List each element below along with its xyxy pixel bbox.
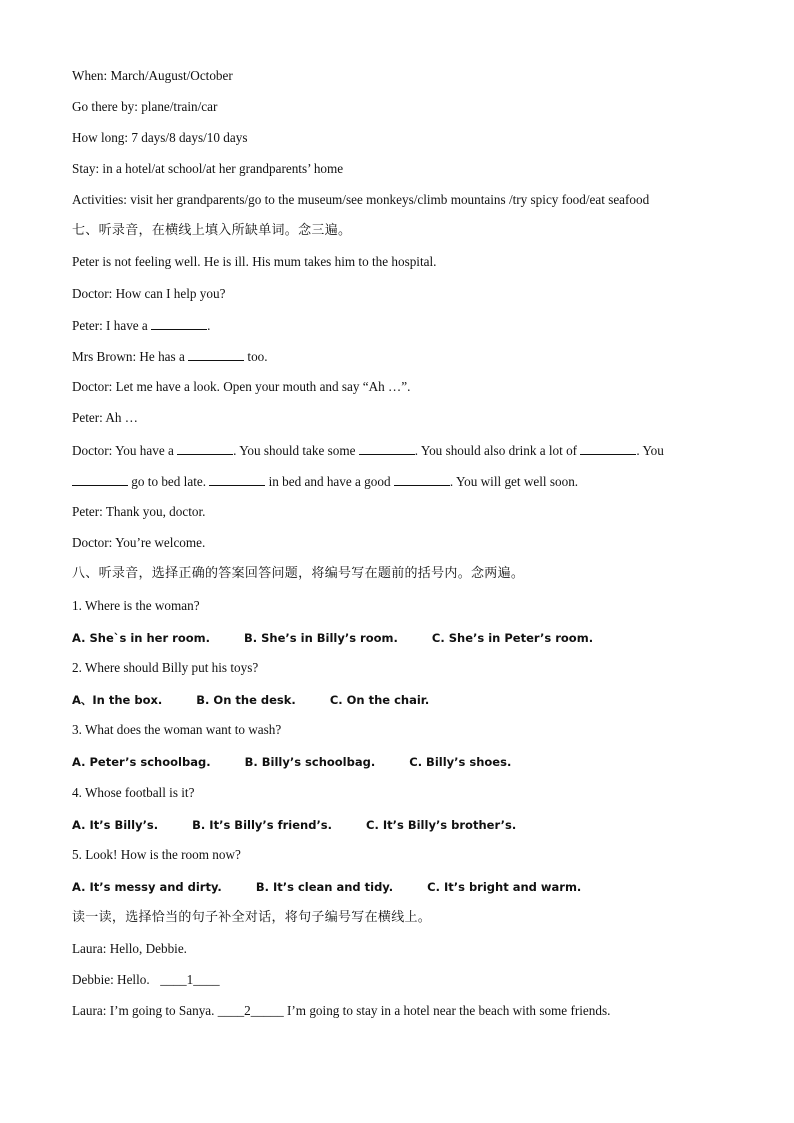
option-c[interactable]: C. She’s in Peter’s room. — [431, 631, 594, 645]
fill-blank[interactable] — [209, 473, 265, 486]
answer-options — [72, 692, 429, 708]
option-b[interactable]: B. It’s clean and tidy. — [255, 880, 394, 894]
dialog-line: Doctor: You’re welcome. — [72, 535, 206, 550]
info-how-long: How long: 7 days/8 days/10 days — [72, 130, 248, 145]
dialog-line: Peter: Thank you, doctor. — [72, 504, 206, 519]
dialog-line — [72, 972, 220, 988]
section7-heading: 七、听录音，在横线上填入所缺单词。念三遍。 — [72, 223, 352, 238]
fill-blank[interactable] — [359, 442, 415, 455]
question: 5. Look! How is the room now? — [72, 847, 241, 862]
section9-heading: 读一读，选择恰当的句子补全对话，将句子编号写在横线上。 — [72, 910, 432, 925]
dialog-line — [72, 473, 578, 490]
section8-heading: 八、听录音，选择正确的答案回答问题，将编号写在题前的括号内。念两遍。 — [72, 566, 525, 581]
fill-blank[interactable] — [394, 473, 450, 486]
info-transport: Go there by: plane/train/car — [72, 99, 218, 114]
fill-blank[interactable] — [188, 348, 244, 361]
dialog-text: . You will get well soon. — [449, 474, 579, 489]
question: 2. Where should Billy put his toys? — [72, 660, 259, 675]
dialog-line: Doctor: How can I help you? — [72, 286, 226, 301]
dialog-text: Peter: I have a — [72, 318, 148, 333]
option-a[interactable]: A、In the box. — [72, 693, 163, 707]
dialog-text: Doctor: You have a — [72, 443, 174, 458]
dialog-text: I’m going to stay in a hotel near the beach with some friends. — [287, 1003, 611, 1018]
answer-options — [72, 817, 516, 833]
option-c[interactable]: C. It’s Billy’s brother’s. — [366, 818, 517, 832]
option-b[interactable]: B. On the desk. — [196, 693, 296, 707]
fill-blank[interactable] — [72, 473, 128, 486]
fill-blank[interactable] — [177, 442, 233, 455]
dialog-text: . You — [636, 443, 664, 458]
option-b[interactable]: B. Billy’s schoolbag. — [244, 755, 376, 769]
dialog-line — [72, 1003, 610, 1019]
question: 3. What does the woman want to wash? — [72, 722, 282, 737]
option-a[interactable]: A. It’s Billy’s. — [72, 818, 159, 832]
section7-intro: Peter is not feeling well. He is ill. His mum takes him to the hospital. — [72, 254, 437, 269]
info-when: When: March/August/October — [72, 68, 233, 83]
dialog-text: Laura: I’m going to Sanya. — [72, 1003, 215, 1018]
dialog-text: go to bed late. — [131, 474, 207, 489]
option-b[interactable]: B. She’s in Billy’s room. — [244, 631, 398, 645]
fill-blank[interactable] — [151, 317, 207, 330]
info-stay: Stay: in a hotel/at school/at her grandparents’ home — [72, 161, 344, 176]
question: 1. Where is the woman? — [72, 598, 200, 613]
dialog-line: Doctor: Let me have a look. Open your mouth and say “Ah …”. — [72, 379, 411, 394]
option-a[interactable]: A. It’s messy and dirty. — [72, 880, 222, 894]
answer-options — [72, 754, 511, 770]
answer-options — [72, 630, 593, 646]
fill-blank[interactable] — [580, 442, 636, 455]
dialog-line: Peter: Ah … — [72, 410, 138, 425]
dialog-text: too. — [247, 349, 268, 364]
dialog-line — [72, 348, 268, 365]
option-a[interactable]: A. She`s in her room. — [72, 631, 210, 645]
info-activities: Activities: visit her grandparents/go to the museum/see monkeys/climb mountains /try spicy food/eat seafood — [72, 192, 650, 207]
option-a[interactable]: A. Peter’s schoolbag. — [72, 755, 211, 769]
dialog-text: Debbie: Hello. — [72, 972, 150, 987]
dialog-line: Laura: Hello, Debbie. — [72, 941, 187, 956]
answer-blank-2[interactable]: ____2_____ — [217, 1003, 284, 1018]
option-c[interactable]: C. It’s bright and warm. — [427, 880, 582, 894]
option-c[interactable]: C. On the chair. — [329, 693, 430, 707]
dialog-text: . You should also drink a lot of — [414, 443, 578, 458]
dialog-line — [72, 317, 210, 334]
answer-blank-1[interactable]: ____1____ — [160, 972, 220, 987]
answer-options — [72, 879, 581, 895]
option-c[interactable]: C. Billy’s shoes. — [409, 755, 512, 769]
dialog-text: in bed and have a good — [268, 474, 391, 489]
dialog-text: Mrs Brown: He has a — [72, 349, 185, 364]
dialog-text: . You should take some — [233, 443, 356, 458]
dialog-line — [72, 442, 664, 459]
option-b[interactable]: B. It’s Billy’s friend’s. — [192, 818, 333, 832]
dialog-text: . — [207, 318, 211, 333]
question: 4. Whose football is it? — [72, 785, 195, 800]
